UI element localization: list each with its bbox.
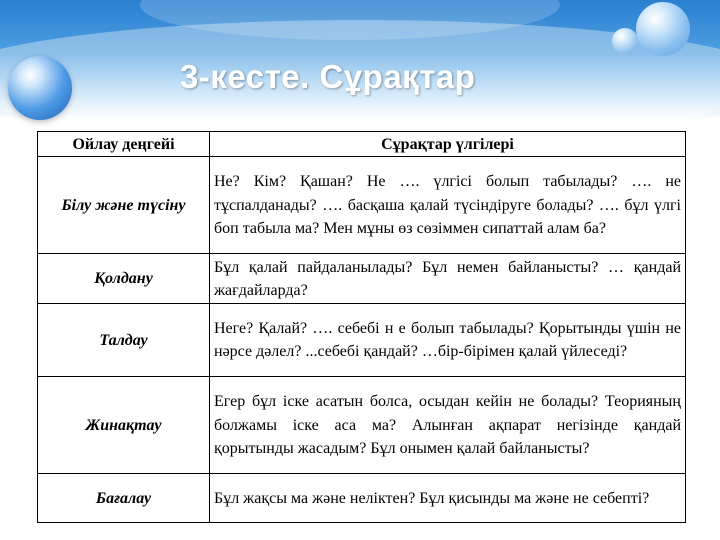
table-row	[38, 254, 686, 304]
level-cell: Білу және түсіну	[38, 157, 210, 254]
table-row	[38, 377, 686, 474]
table-row	[38, 474, 686, 523]
questions-table	[37, 131, 686, 523]
level-cell: Жинақтау	[38, 377, 210, 474]
questions-cell: Егер бұл іске асатын болса, осыдан кейін не болады? Теорияның болжамы іске аса ма? Алынған ақпарат негізінде қандай қорытынды жасадым? Бұл онымен қалай байланысты?	[210, 377, 686, 474]
table-header-row	[38, 132, 686, 157]
decorative-sphere-small	[612, 28, 638, 54]
questions-cell: Не? Кім? Қашан? Не …. үлгісі болып табылады? …. не тұспалданады? …. басқаша қалай түсіндіруге болады? …. бұл үлгі боп табыла ма? Мен мұны өз сөзіммен сипаттай алам ба?	[210, 157, 686, 254]
table-row	[38, 304, 686, 377]
questions-cell: Неге? Қалай? …. себебі н е болып табылады? Қорытынды үшін не нәрсе дәлел? ...себебі қандай? …бір-бірімен қалай үйлеседі?	[210, 304, 686, 377]
header-question-samples: Сұрақтар үлгілері	[210, 132, 686, 157]
level-cell: Қолдану	[38, 254, 210, 304]
decorative-sphere-right	[636, 2, 690, 56]
questions-cell: Бұл жақсы ма және неліктен? Бұл қисынды ма және не себепті?	[210, 474, 686, 523]
header-thinking-level: Ойлау деңгейі	[38, 132, 210, 157]
decorative-sphere-left	[8, 56, 72, 120]
questions-cell: Бұл қалай пайдаланылады? Бұл немен байланысты? … қандай жағдайларда?	[210, 254, 686, 304]
slide-title: 3-кесте. Сұрақтар	[180, 58, 476, 95]
level-cell: Талдау	[38, 304, 210, 377]
table-row	[38, 157, 686, 254]
level-cell: Бағалау	[38, 474, 210, 523]
